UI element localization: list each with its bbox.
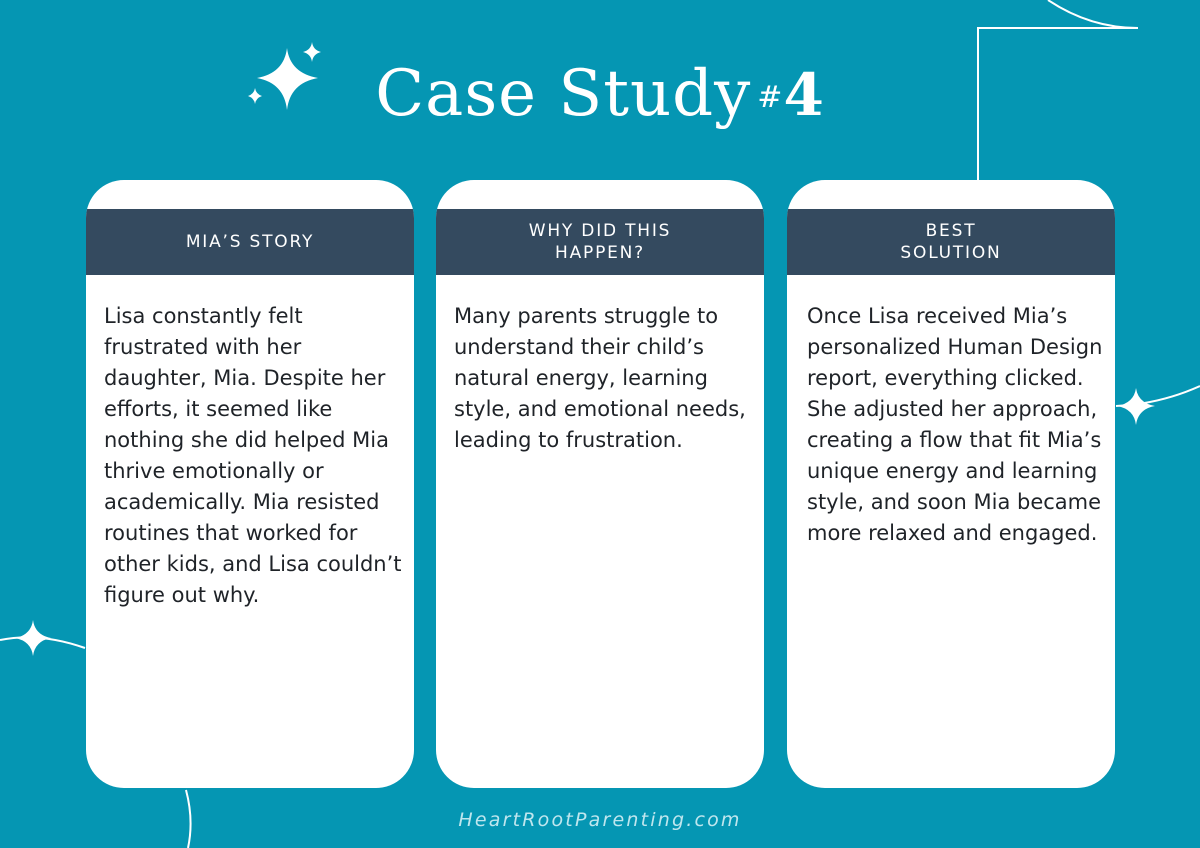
title-text: Case Study [375, 57, 752, 131]
decorative-curve-right [1116, 386, 1200, 406]
page-title [0, 57, 1200, 131]
sparkle-icon [303, 42, 321, 62]
title-number: 4 [783, 61, 825, 129]
card-header-label: MIA’S STORY [185, 232, 315, 252]
decorative-arc-top-right [1048, 0, 1138, 28]
card-header-label: WHY DID THIS HAPPEN? [528, 221, 672, 263]
sparkle-icon [15, 620, 51, 656]
card-header [86, 209, 414, 275]
decorative-curve-left [0, 637, 85, 648]
card-header-label: BEST SOLUTION [900, 221, 1002, 263]
card-body-text: Once Lisa received Mia’s personalized Human Design report, everything clicked. She adjusted her approach, creating a flow that fit Mia’s unique energy and learning style, and soon Mia became more relaxed and engaged. [807, 304, 1103, 545]
card-why-did-this-happen [436, 180, 764, 788]
card-best-solution [787, 180, 1115, 788]
card-body-text: Many parents struggle to understand their child’s natural energy, learning style, and emotional needs, leading to frustration. [454, 304, 746, 452]
title-hash: # [757, 80, 784, 115]
card-header [436, 209, 764, 275]
card-body-text: Lisa constantly felt frustrated with her daughter, Mia. Despite her efforts, it seemed like nothing she did helped Mia thrive emotionally or academically. Mia resisted routines that worked for other kids, and Lisa couldn’t figure out why. [104, 304, 402, 607]
sparkle-icon [1117, 388, 1155, 425]
footer-website: HeartRootParenting.com [458, 809, 742, 831]
card-mias-story [86, 180, 414, 788]
card-header [787, 209, 1115, 275]
